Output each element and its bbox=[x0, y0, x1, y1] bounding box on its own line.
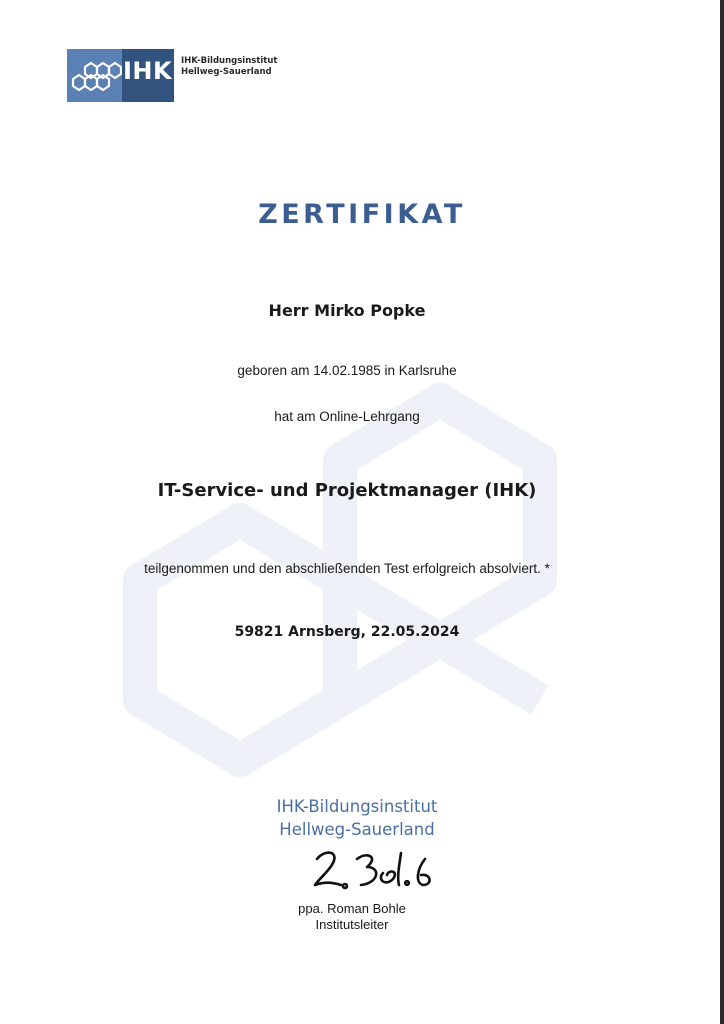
handwritten-signature-icon bbox=[305, 845, 445, 895]
ihk-logo bbox=[67, 49, 174, 102]
signer-block bbox=[0, 901, 704, 933]
header-institute bbox=[181, 56, 277, 78]
header-institute-line2: Hellweg-Sauerland bbox=[181, 67, 272, 77]
logo-text: IHK bbox=[123, 57, 173, 85]
signature-institute-line2: Hellweg-Sauerland bbox=[279, 820, 435, 839]
birth-info: geboren am 14.02.1985 in Karlsruhe bbox=[237, 363, 457, 378]
signer-role: Institutsleiter bbox=[315, 917, 389, 932]
course-intro: hat am Online-Lehrgang bbox=[274, 409, 420, 424]
result-text: teilgenommen und den abschließenden Test erfolgreich absolviert. * bbox=[144, 561, 550, 576]
signature-institute-line1: IHK-Bildungsinstitut bbox=[276, 797, 438, 816]
certificate-title: ZERTIFIKAT bbox=[258, 199, 466, 230]
signature-institute bbox=[0, 795, 714, 841]
ihk-hexagon-icon bbox=[67, 49, 122, 102]
course-title: IT-Service- und Projektmanager (IHK) bbox=[157, 480, 537, 501]
place-date: 59821 Arnsberg, 22.05.2024 bbox=[234, 624, 460, 640]
header-institute-line1: IHK-Bildungsinstitut bbox=[181, 56, 278, 66]
signer-name: ppa. Roman Bohle bbox=[298, 901, 406, 916]
recipient-name: Herr Mirko Popke bbox=[268, 301, 426, 320]
